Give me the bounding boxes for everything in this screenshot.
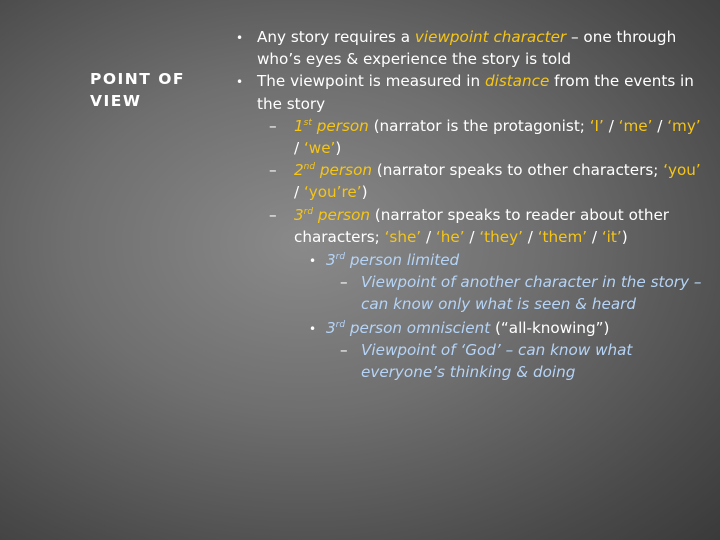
pronoun-text: ‘them’ xyxy=(537,227,588,246)
omniscient-label xyxy=(326,319,490,337)
label-ordinal: rd xyxy=(303,206,314,217)
separator: / xyxy=(464,227,480,246)
pronoun-text: ‘I’ xyxy=(589,116,604,135)
label-ordinal: nd xyxy=(303,162,316,173)
slide-title-line1: POINT OF xyxy=(90,70,186,88)
pronoun-text: ‘we’ xyxy=(303,139,336,158)
label-number: 2 xyxy=(294,161,304,180)
sub-sub-bullet-omniscient xyxy=(236,317,706,339)
bullet-marker: • xyxy=(236,31,244,45)
bullet-text: – one through who’s eyes & experience the story is told xyxy=(257,28,677,69)
label-ordinal: rd xyxy=(335,319,346,330)
bullet-text: (narrator speaks to other characters; xyxy=(371,161,664,180)
bullet-text: from the events in the story xyxy=(257,72,694,113)
separator: / xyxy=(522,227,538,246)
slide-title-line2: VIEW xyxy=(90,92,142,110)
label-number: 1 xyxy=(294,116,304,135)
pronoun-text: ‘you’re’ xyxy=(303,183,362,202)
bullet-text: The viewpoint is measured in xyxy=(257,72,485,91)
separator: / xyxy=(421,227,436,246)
label-number: 3 xyxy=(326,318,336,337)
slide-title xyxy=(90,68,210,112)
highlight-text: distance xyxy=(484,72,550,91)
bullet-text: Any story requires a xyxy=(257,28,415,46)
pronoun-text: ‘it’ xyxy=(601,227,622,246)
separator: / xyxy=(294,139,304,158)
sub-bullet-second-person xyxy=(236,159,706,203)
pronoun-text: ‘you’ xyxy=(663,161,701,180)
pronoun-text: ‘they’ xyxy=(479,227,523,246)
bullet-distance xyxy=(236,70,706,114)
label-number: 3 xyxy=(294,205,304,224)
bullet-viewpoint-character xyxy=(236,26,706,70)
bullet-text: ) xyxy=(621,227,628,246)
detail-text: Viewpoint of ‘God’ – can know what everyone’s thinking & doing xyxy=(361,340,633,382)
separator: / xyxy=(294,183,304,202)
sub-bullet-third-person xyxy=(236,204,706,248)
third-person-label xyxy=(294,206,370,224)
label-ordinal: st xyxy=(303,117,312,128)
slide-body xyxy=(236,26,706,383)
bullet-marker: • xyxy=(236,75,244,90)
first-person-label xyxy=(294,117,369,135)
second-person-label xyxy=(294,161,372,179)
pronoun-text: ‘she’ xyxy=(384,227,422,246)
separator: / xyxy=(587,227,602,246)
dash-marker: – xyxy=(269,205,277,224)
dash-marker: – xyxy=(340,340,348,359)
pronoun-text: ‘he’ xyxy=(435,227,465,246)
detail-omniscient xyxy=(236,339,706,383)
label-word: person xyxy=(315,161,372,180)
label-word: person xyxy=(313,205,370,224)
bullet-marker: • xyxy=(309,321,317,336)
pronoun-text: ‘my’ xyxy=(667,116,701,135)
detail-limited xyxy=(236,271,706,315)
bullet-text: (“all-knowing”) xyxy=(490,318,610,337)
dash-marker: – xyxy=(340,273,348,292)
bullet-text: ) xyxy=(361,183,368,202)
label-word: person xyxy=(311,116,369,135)
bullet-text: (narrator speaks to reader about other characters; xyxy=(294,205,670,246)
label-ordinal: rd xyxy=(335,252,346,263)
bullet-marker: • xyxy=(309,254,317,269)
bullet-text: ) xyxy=(335,139,342,158)
sub-sub-bullet-limited xyxy=(236,249,706,271)
label-number: 3 xyxy=(326,251,336,270)
limited-label xyxy=(326,251,459,269)
bullet-text: (narrator is the protagonist; xyxy=(368,116,590,135)
pronoun-text: ‘me’ xyxy=(618,116,653,135)
separator: / xyxy=(652,116,668,135)
dash-marker: – xyxy=(269,116,277,135)
separator: / xyxy=(603,116,619,135)
label-word: person omniscient xyxy=(345,318,491,337)
label-word: person limited xyxy=(345,251,460,270)
detail-text: Viewpoint of another character in the story – can know only what is seen & heard xyxy=(361,273,702,314)
sub-bullet-first-person xyxy=(236,115,706,159)
highlight-text: viewpoint character xyxy=(414,28,567,46)
dash-marker: – xyxy=(269,161,277,180)
